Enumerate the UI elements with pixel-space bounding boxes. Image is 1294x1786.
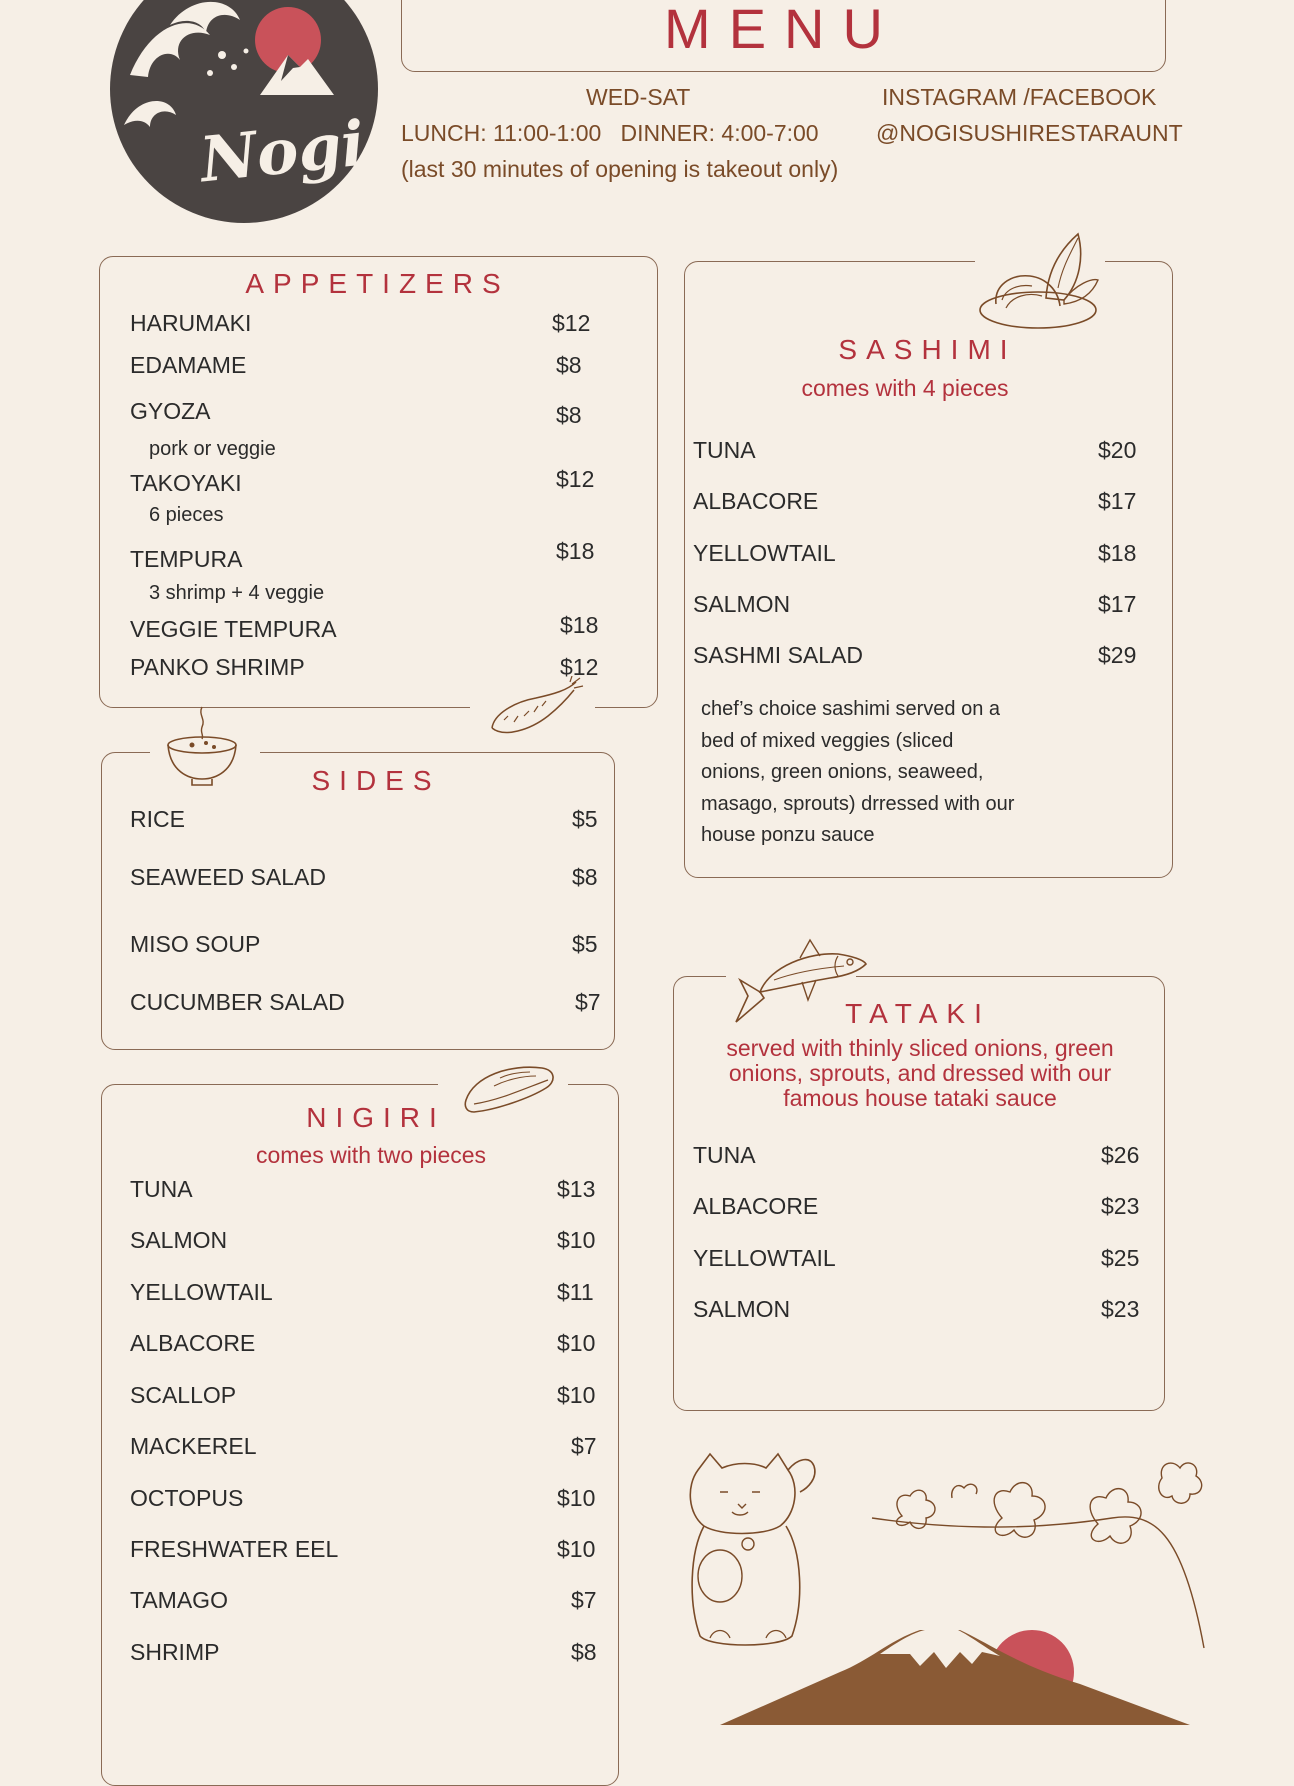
appetizers-heading: APPETIZERS (245, 268, 510, 299)
menu-item (130, 310, 610, 340)
item-price: $12 (556, 466, 595, 492)
mount-fuji-illustration (720, 1600, 1190, 1725)
item-name: SALMON (130, 1227, 228, 1253)
description-line: house ponzu sauce (701, 824, 875, 846)
item-name: YELLOWTAIL (130, 1279, 273, 1305)
appetizers-list (130, 310, 610, 690)
item-price: $20 (1098, 437, 1137, 463)
opening-days: WED-SAT (586, 84, 691, 110)
tataki-list (693, 1142, 1153, 1342)
nigiri-heading: NIGIRI (306, 1102, 446, 1133)
item-name: TEMPURA (130, 546, 243, 572)
item-price: $29 (1098, 642, 1137, 668)
item-name: SALMON (693, 591, 791, 617)
item-name: TAKOYAKI (130, 470, 242, 496)
item-price: $8 (571, 1639, 597, 1665)
menu-item (693, 488, 1153, 518)
sashimi-plate-illustration (976, 228, 1102, 338)
item-name: HARUMAKI (130, 310, 252, 336)
menu-item (130, 398, 610, 428)
item-name: TUNA (130, 1176, 193, 1202)
menu-item (693, 1142, 1153, 1172)
item-price: $10 (557, 1382, 596, 1408)
tempura-shrimp-illustration (484, 676, 584, 746)
item-name: TUNA (693, 437, 756, 463)
item-price: $10 (557, 1536, 596, 1562)
item-price: $5 (572, 931, 598, 957)
sides-heading: SIDES (311, 765, 441, 796)
item-name: SCALLOP (130, 1382, 237, 1408)
sashimi-list (693, 437, 1153, 677)
menu-item (693, 437, 1153, 467)
sides-list (130, 806, 610, 1026)
menu-item (693, 1296, 1153, 1326)
item-price: $17 (1098, 488, 1137, 514)
item-price: $23 (1101, 1296, 1140, 1322)
item-price: $17 (1098, 591, 1137, 617)
menu-title: MENU (664, 0, 901, 60)
item-price: $13 (557, 1176, 596, 1202)
menu-item (130, 1433, 610, 1463)
menu-item (130, 1382, 610, 1412)
item-price: $5 (572, 806, 598, 832)
item-price: $10 (557, 1227, 596, 1253)
menu-item (130, 1227, 610, 1257)
item-price: $26 (1101, 1142, 1140, 1168)
item-note: 6 pieces (149, 504, 224, 526)
sashimi-heading: SASHIMI (838, 334, 1017, 365)
item-name: SALMON (693, 1296, 791, 1322)
item-name: FRESHWATER EEL (130, 1536, 339, 1562)
opening-hours: LUNCH: 11:00-1:00 DINNER: 4:00-7:00 (401, 120, 819, 146)
item-note: 3 shrimp + 4 veggie (149, 582, 325, 604)
tataki-heading: TATAKI (845, 998, 991, 1029)
item-name: TAMAGO (130, 1587, 228, 1613)
item-price: $18 (556, 538, 595, 564)
menu-item (693, 540, 1153, 570)
nigiri-subtitle: comes with two pieces (255, 1142, 487, 1168)
item-name: SASHMI SALAD (693, 642, 863, 668)
menu-item (130, 989, 610, 1019)
menu-item (130, 1536, 610, 1566)
item-name: PANKO SHRIMP (130, 654, 305, 680)
menu-item (130, 612, 610, 646)
menu-item (130, 1279, 610, 1309)
menu-item (130, 931, 610, 961)
menu-item (693, 1193, 1153, 1223)
menu-item (130, 352, 610, 382)
item-price: $25 (1101, 1245, 1140, 1271)
restaurant-logo (110, 0, 378, 223)
subtitle-line: served with thinly sliced onions, green (726, 1035, 1114, 1061)
item-name: RICE (130, 806, 185, 832)
description-line: bed of mixed veggies (sliced (701, 729, 954, 752)
menu-item (693, 1245, 1153, 1275)
item-price: $10 (557, 1330, 596, 1356)
takeout-note: (last 30 minutes of opening is takeout only) (401, 156, 839, 182)
description-line: chef’s choice sashimi served on a (701, 698, 1001, 720)
menu-item (130, 1330, 610, 1360)
menu-item (130, 1587, 610, 1617)
item-name: MACKEREL (130, 1433, 257, 1459)
item-name: SHRIMP (130, 1639, 220, 1665)
social-handle: @NOGISUSHIRESTARAUNT (876, 120, 1183, 146)
item-price: $8 (556, 402, 582, 428)
item-name: OCTOPUS (130, 1485, 244, 1511)
item-name: ALBACORE (130, 1330, 256, 1356)
item-price: $12 (552, 310, 591, 336)
item-name: SEAWEED SALAD (130, 864, 326, 890)
menu-item (693, 642, 1153, 672)
item-price: $12 (560, 654, 599, 680)
menu-item (130, 1176, 610, 1206)
item-name: TUNA (693, 1142, 756, 1168)
item-price: $7 (571, 1587, 597, 1613)
item-name: YELLOWTAIL (693, 1245, 836, 1271)
item-name: CUCUMBER SALAD (130, 989, 345, 1015)
subtitle-line: onions, sprouts, and dressed with our (728, 1060, 1112, 1086)
tataki-subtitle (673, 1036, 1167, 1111)
item-price: $7 (575, 989, 601, 1015)
sashimi-subtitle: comes with 4 pieces (801, 375, 1009, 401)
item-price: $23 (1101, 1193, 1140, 1219)
item-price: $8 (556, 352, 582, 378)
item-note: pork or veggie (149, 438, 276, 460)
logo-text: Nogi (196, 106, 369, 197)
nigiri-list (130, 1176, 610, 1716)
item-price: $18 (1098, 540, 1137, 566)
item-price: $10 (557, 1485, 596, 1511)
item-name: YELLOWTAIL (693, 540, 836, 566)
sashimi-salad-description (701, 694, 1141, 852)
menu-item (130, 1639, 610, 1669)
item-name: ALBACORE (693, 1193, 819, 1219)
menu-item (130, 466, 610, 500)
item-price: $7 (571, 1433, 597, 1459)
item-price: $18 (560, 612, 599, 638)
item-name: GYOZA (130, 398, 211, 424)
menu-item (130, 806, 610, 836)
menu-item (130, 864, 610, 894)
item-price: $8 (572, 864, 598, 890)
description-line: masago, sprouts) drressed with our (701, 792, 1015, 815)
menu-item (130, 1485, 610, 1515)
item-price: $11 (557, 1279, 594, 1305)
item-name: EDAMAME (130, 352, 247, 378)
menu-item (693, 591, 1153, 621)
item-name: VEGGIE TEMPURA (130, 616, 337, 642)
social-label: INSTAGRAM /FACEBOOK (882, 84, 1157, 110)
item-name: MISO SOUP (130, 931, 261, 957)
subtitle-line: famous house tataki sauce (783, 1085, 1057, 1111)
menu-item (130, 538, 610, 576)
item-name: ALBACORE (693, 488, 819, 514)
description-line: onions, green onions, seaweed, (701, 761, 984, 783)
